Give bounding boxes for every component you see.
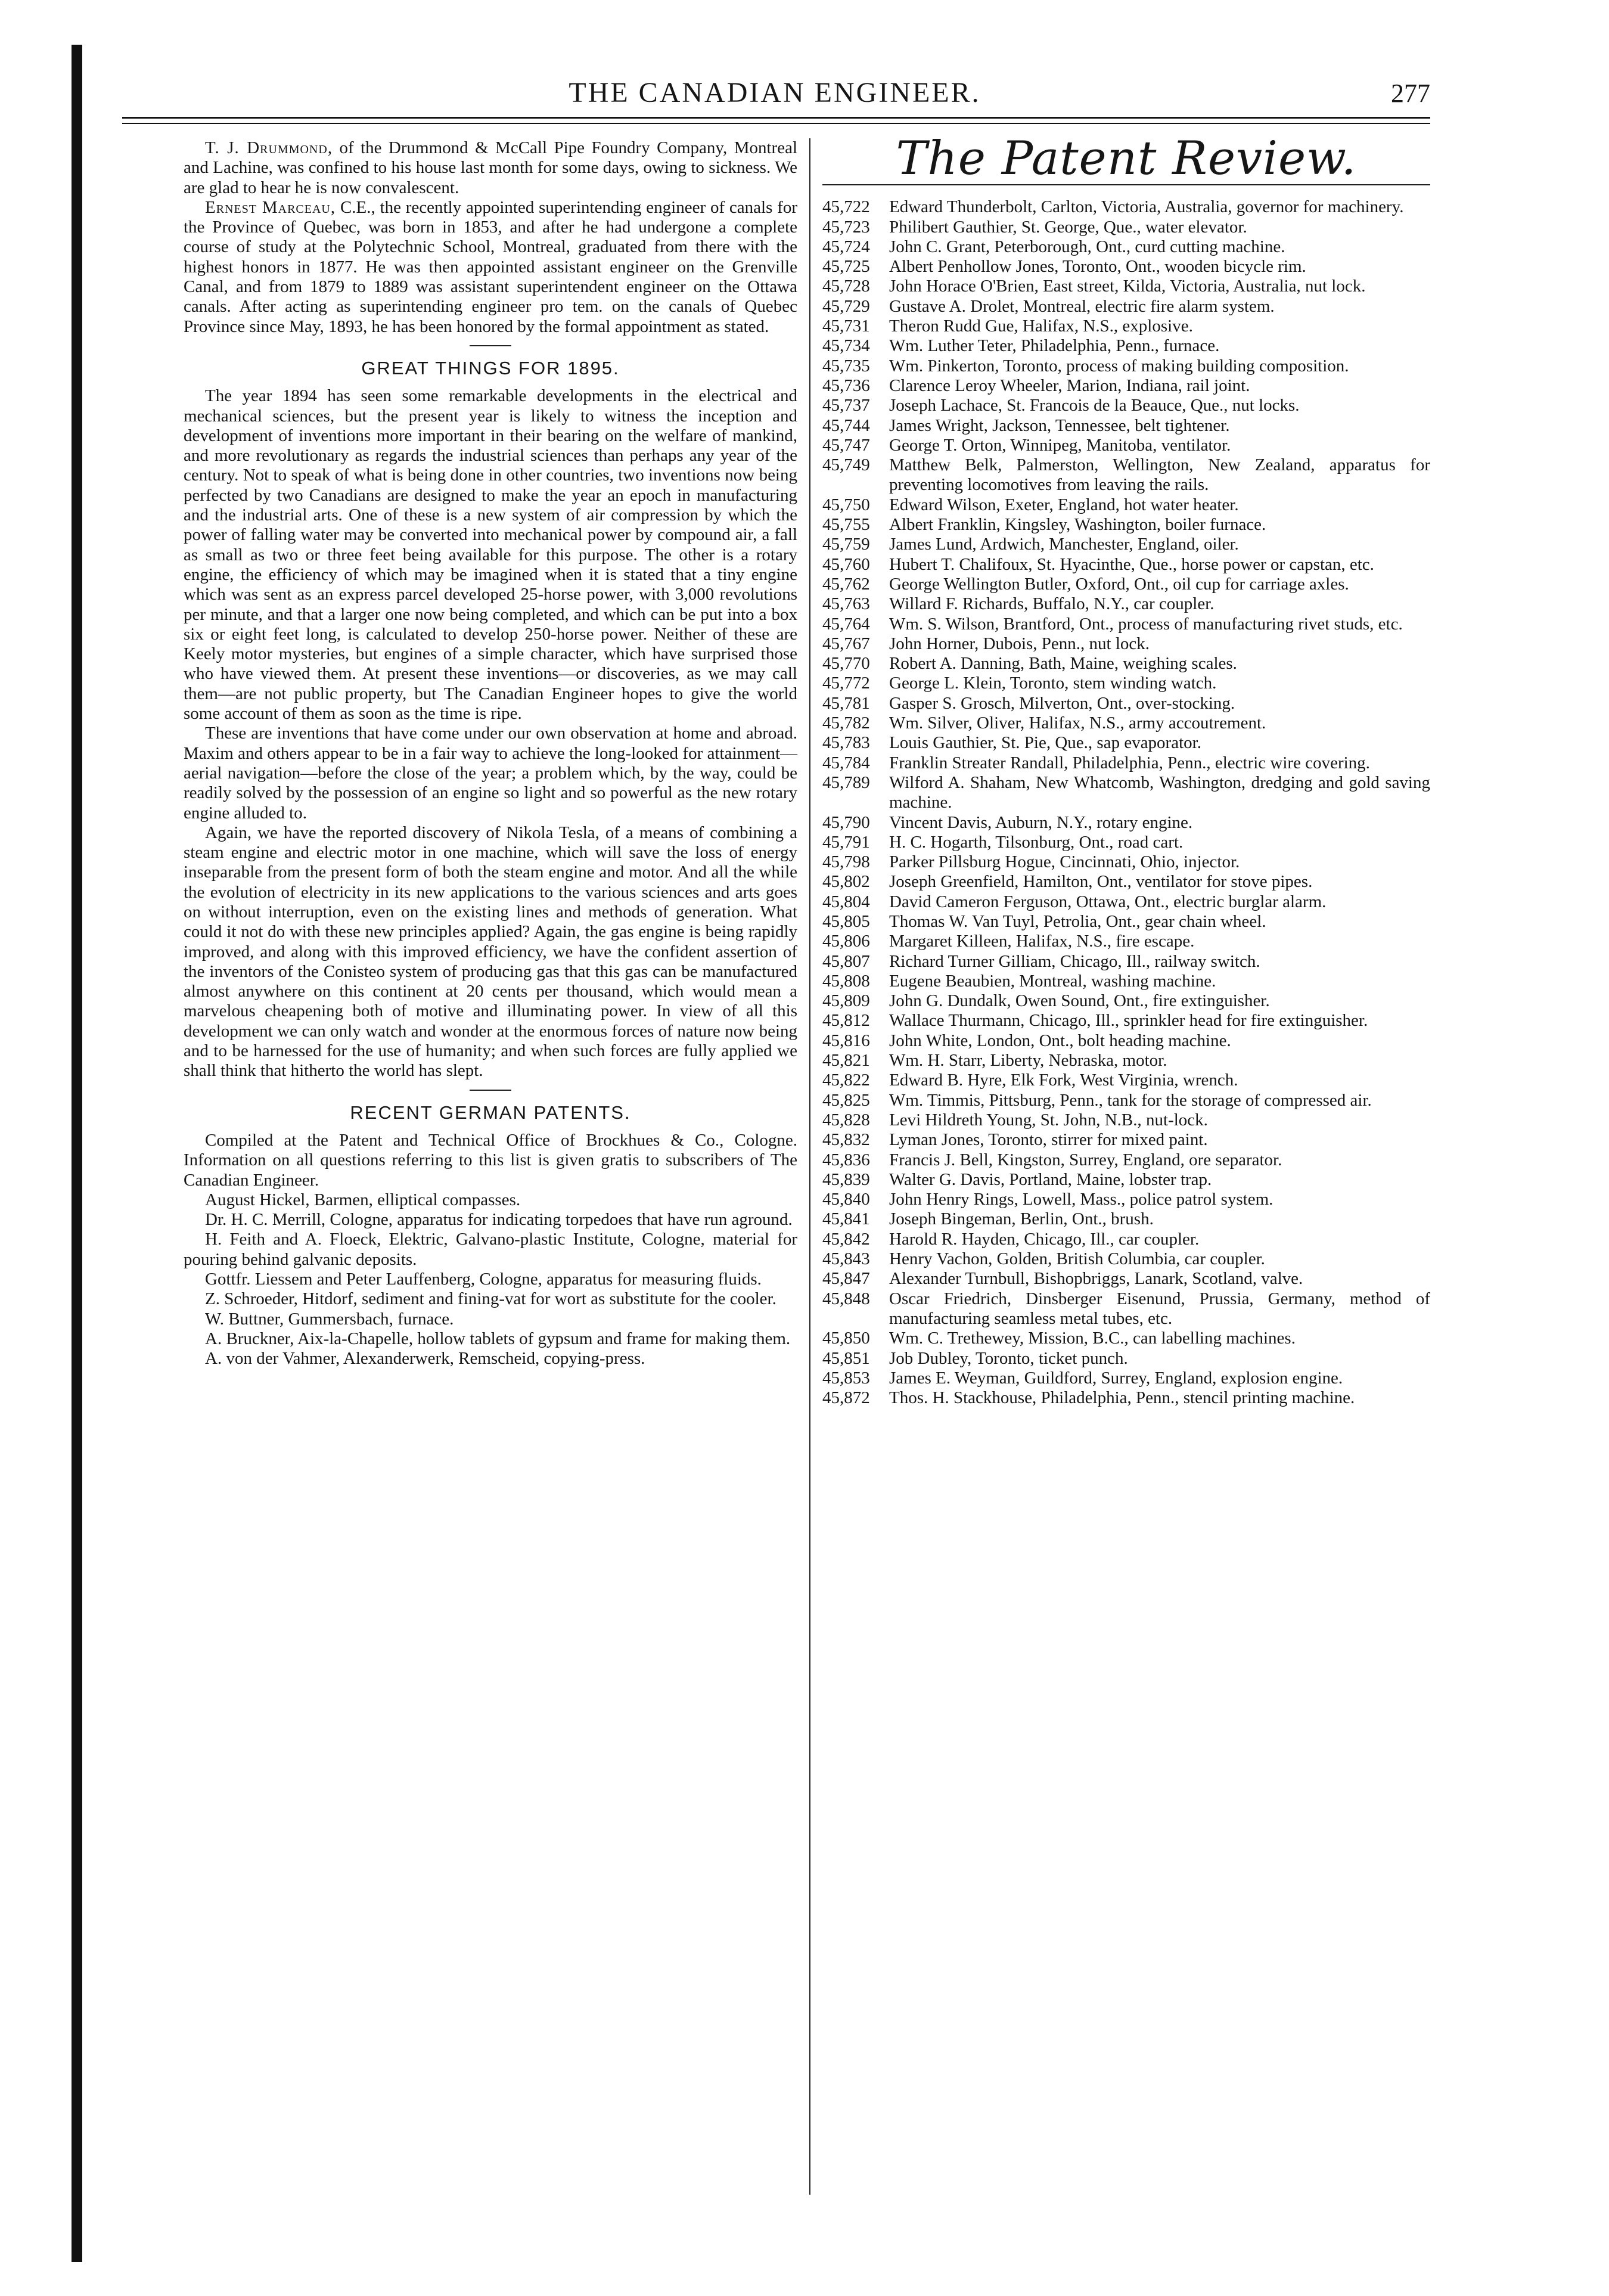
section-divider — [470, 345, 511, 346]
patent-entry — [822, 833, 1430, 852]
patent-entry — [822, 674, 1430, 693]
patent-entry — [822, 813, 1430, 833]
patent-description: Theron Rudd Gue, Halifax, N.S., explosive. — [889, 317, 1193, 336]
patent-number: 45,744 — [822, 415, 870, 435]
patent-entry — [822, 892, 1430, 912]
great-things-paragraph: Again, we have the reported discovery of Nikola Tesla, of a means of combining a steam engine and electric motor in one machine, which will save the loss of energy inseparable from the present form of both the steam engine and motor. And all the while the evolution of electricity in its new applications to the various sciences and arts goes on without interruption, even on the existing lines and methods of generation. What could it not do with these new principles applied? Again, the gas engine is being rapidly improved, and along with this improved efficiency, we have the confident assertion of the inventors of the Conisteo system of producing gas that this gas can be manufactured almost anywhere on this continent at 20 cents per thousand, which would mean a marvelous cheapening both of motive and illuminating power. In view of all this development we can only watch and wonder at the enormous forces of nature now being and to be harnessed for the use of humanity; and when such forces are fully applied we shall think that hitherto the world has slept. — [184, 823, 797, 1081]
patent-description: Edward Thunderbolt, Carlton, Victoria, Australia, governor for machinery. — [889, 197, 1404, 217]
patent-number: 45,807 — [822, 951, 870, 971]
patent-entry — [822, 932, 1430, 951]
patent-entry — [822, 1130, 1430, 1150]
patent-description: Wm. Silver, Oliver, Halifax, N.S., army accoutrement. — [889, 713, 1266, 733]
header-rule-secondary — [122, 123, 1430, 124]
patent-description: Albert Franklin, Kingsley, Washington, boiler furnace. — [889, 515, 1266, 535]
german-patent-item: A. Bruckner, Aix-la-Chapelle, hollow tablets of gypsum and frame for making them. — [205, 1329, 791, 1348]
patent-description: John Horner, Dubois, Penn., nut lock. — [889, 634, 1150, 653]
patent-description: George L. Klein, Toronto, stem winding watch. — [889, 674, 1217, 693]
patent-number: 45,832 — [822, 1130, 870, 1150]
patent-number: 45,737 — [822, 396, 870, 415]
patent-number: 45,791 — [822, 832, 870, 852]
patent-number: 45,728 — [822, 277, 870, 296]
patent-description: Clarence Leroy Wheeler, Marion, Indiana, rail joint. — [889, 376, 1250, 395]
patent-number: 45,722 — [822, 197, 870, 217]
patent-description: Margaret Killeen, Halifax, N.S., fire escape. — [889, 932, 1195, 951]
patent-description: Louis Gauthier, St. Pie, Que., sap evaporator. — [889, 733, 1201, 753]
patent-entry — [822, 396, 1430, 415]
german-patent-item: H. Feith and A. Floeck, Elektric, Galvano-plastic Institute, Cologne, material for pouring behind galvanic deposits. — [184, 1230, 797, 1269]
patent-description: John C. Grant, Peterborough, Ont., curd cutting machine. — [889, 237, 1285, 256]
patent-entry — [822, 555, 1430, 575]
patent-entry — [822, 952, 1430, 972]
patent-entry — [822, 1071, 1430, 1090]
patent-description: Wm. S. Wilson, Brantford, Ont., process of manufacturing rivet studs, etc. — [889, 614, 1403, 634]
german-patent-item: August Hickel, Barmen, elliptical compasses. — [205, 1190, 521, 1209]
patent-entry — [822, 317, 1430, 336]
patent-number: 45,764 — [822, 614, 870, 634]
great-things-paragraph: The year 1894 has seen some remarkable developments in the electrical and mechanical sciences, but the present year is likely to witness the inception and development of inventions more important in their bearing on the welfare of mankind, and more revolutionary as regards the industrial sciences than perhaps any year of the century. Not to speak of what is being done in other countries, two inventions now being perfected by two Canadians are designed to make the year an epoch in manufacturing and the industrial arts. One of these is a new system of air compression by which the power of falling water may be converted into mechanical power by compound air, a fall as small as two or three feet being available for this purpose. The other is a rotary engine, the efficiency of which may be imagined when it is stated that a tiny engine which was sent as an express parcel developed 25-horse power, with 3,000 revolutions per minute, and that a larger one now being completed, and which can be put into a box six or eight feet long, is calculated to develop 250-horse power. Neither of these are Keely motor mysteries, but engines of a simple character, which have surprised those who have viewed them. At present these inventions—or discoveries, as we may call them—are not public property, but The Canadian Engineer hopes to give the world some account of them as soon as the time is ripe. — [184, 386, 797, 724]
patent-description: Matthew Belk, Palmerston, Wellington, New Zealand, apparatus for preventing locomotives from leaving the rails. — [889, 455, 1430, 495]
patent-number: 45,872 — [822, 1388, 870, 1408]
patent-description: Henry Vachon, Golden, British Columbia, car coupler. — [889, 1249, 1265, 1269]
patent-description: Robert A. Danning, Bath, Maine, weighing scales. — [889, 654, 1237, 674]
patent-description: Willard F. Richards, Buffalo, N.Y., car coupler. — [889, 594, 1214, 614]
patent-number: 45,825 — [822, 1090, 870, 1110]
patent-description: Hubert T. Chalifoux, St. Hyacinthe, Que., horse power or capstan, etc. — [889, 554, 1374, 574]
patent-description: George T. Orton, Winnipeg, Manitoba, ventilator. — [889, 435, 1231, 455]
patent-number: 45,836 — [822, 1150, 870, 1169]
german-patent-item: W. Buttner, Gummersbach, furnace. — [205, 1309, 454, 1329]
patent-entry — [822, 257, 1430, 277]
patent-entry — [822, 773, 1430, 813]
patent-entry — [822, 615, 1430, 634]
patent-entry — [822, 1150, 1430, 1170]
patent-number: 45,749 — [822, 455, 870, 475]
german-patent-item: Dr. H. C. Merrill, Cologne, apparatus for indicating torpedoes that have run aground. — [205, 1210, 793, 1230]
patent-number: 45,734 — [822, 336, 870, 356]
patent-number: 45,851 — [822, 1348, 870, 1368]
patent-entry — [822, 972, 1430, 991]
patent-entry — [822, 1249, 1430, 1269]
patent-entry — [822, 1230, 1430, 1249]
patent-description: James Lund, Ardwich, Manchester, England, oiler. — [889, 535, 1239, 554]
patent-entry — [822, 1349, 1430, 1369]
drummond-paragraph: T. J. Drummond, of the Drummond & McCall Pipe Foundry Company, Montreal and Lachine, was confined to his house last month for some days, owing to sickness. We are glad to hear he is now convalescent. — [184, 138, 797, 197]
paragraph-lead: T. J. Drummond, — [205, 138, 333, 157]
patent-number: 45,725 — [822, 257, 870, 277]
patent-description: James Wright, Jackson, Tennessee, belt tightener. — [889, 415, 1230, 435]
binding-edge — [72, 45, 82, 2262]
left-column — [184, 138, 797, 1369]
patent-description: H. C. Hogarth, Tilsonburg, Ont., road cart. — [889, 832, 1184, 852]
patent-number: 45,783 — [822, 733, 870, 753]
patent-number: 45,763 — [822, 594, 870, 614]
patent-number: 45,847 — [822, 1269, 870, 1289]
patent-number: 45,750 — [822, 495, 870, 514]
patent-entry — [822, 1369, 1430, 1388]
patent-entry — [822, 436, 1430, 455]
german-patents-heading: RECENT GERMAN PATENTS. — [350, 1102, 631, 1123]
patent-entry — [822, 197, 1430, 217]
patent-number: 45,767 — [822, 634, 870, 653]
patent-number: 45,805 — [822, 911, 870, 931]
marceau-paragraph: Ernest Marceau, C.E., the recently appointed superintending engineer of canals for the Province of Quebec, was born in 1853, and after he had undergone a complete course of study at the Polytechnic School, Montreal, graduated from there with the highest honors in 1877. He was then appointed assistant engineer on the Grenville Canal, and from 1879 to 1889 was assistant superintendent engineer on the Ottawa canals. After acting as superintending engineer pro tem. on the canals of Quebec Province since May, 1893, he has been honored by the formal appointment as stated. — [184, 197, 797, 336]
patent-entry — [822, 872, 1430, 892]
patent-entry — [822, 1170, 1430, 1190]
patent-number: 45,760 — [822, 554, 870, 574]
running-header — [119, 76, 1430, 109]
patent-number: 45,806 — [822, 932, 870, 951]
patent-entry — [822, 277, 1430, 296]
patent-entry — [822, 634, 1430, 654]
patent-number: 45,822 — [822, 1071, 870, 1090]
patent-number: 45,747 — [822, 435, 870, 455]
patent-description: Levi Hildreth Young, St. John, N.B., nut-lock. — [889, 1110, 1208, 1130]
patent-entry — [822, 1091, 1430, 1110]
patent-entry — [822, 535, 1430, 554]
patent-entry — [822, 1209, 1430, 1229]
patent-number: 45,840 — [822, 1190, 870, 1209]
patent-description: Wm. Pinkerton, Toronto, process of making building composition. — [889, 356, 1349, 376]
patent-entry — [822, 1051, 1430, 1071]
patent-description: Joseph Bingeman, Berlin, Ont., brush. — [889, 1209, 1154, 1229]
patent-entry — [822, 654, 1430, 674]
patent-description: Wm. H. Starr, Liberty, Nebraska, motor. — [889, 1051, 1167, 1071]
patent-entry — [822, 515, 1430, 535]
patent-number: 45,802 — [822, 872, 870, 892]
patent-description: Parker Pillsburg Hogue, Cincinnati, Ohio, injector. — [889, 852, 1240, 872]
patent-number: 45,804 — [822, 892, 870, 911]
patent-description: Gustave A. Drolet, Montreal, electric fire alarm system. — [889, 296, 1275, 316]
patent-number: 45,809 — [822, 991, 870, 1011]
patent-description: Richard Turner Gilliam, Chicago, Ill., railway switch. — [889, 951, 1260, 971]
great-things-heading: GREAT THINGS FOR 1895. — [361, 357, 620, 378]
patent-entry — [822, 1031, 1430, 1051]
patent-description: Franklin Streater Randall, Philadelphia, Penn., electric wire covering. — [889, 753, 1370, 772]
patent-number: 45,842 — [822, 1229, 870, 1249]
patent-entry — [822, 297, 1430, 317]
patent-description: David Cameron Ferguson, Ottawa, Ont., electric burglar alarm. — [889, 892, 1327, 911]
patent-number: 45,723 — [822, 217, 870, 237]
patent-description: Oscar Friedrich, Dinsberger Eisenund, Prussia, Germany, method of manufacturing seamless metal tubes, etc. — [889, 1289, 1430, 1328]
paragraph-lead: Ernest Marceau, — [205, 197, 336, 217]
patent-description: Philibert Gauthier, St. George, Que., water elevator. — [889, 217, 1247, 237]
section-divider — [470, 1090, 511, 1091]
patent-number: 45,731 — [822, 317, 870, 336]
patent-number: 45,772 — [822, 674, 870, 693]
patent-description: Francis J. Bell, Kingston, Surrey, England, ore separator. — [889, 1150, 1282, 1169]
patent-entry — [822, 753, 1430, 773]
patent-entry — [822, 1388, 1430, 1408]
german-patent-item: Z. Schroeder, Hitdorf, sediment and fining-vat for wort as substitute for the cooler. — [205, 1289, 776, 1309]
patent-description: Walter G. Davis, Portland, Maine, lobster trap. — [889, 1169, 1212, 1189]
patent-entry — [822, 1011, 1430, 1031]
patent-description: Gasper S. Grosch, Milverton, Ont., over-stocking. — [889, 693, 1235, 713]
patent-description: Lyman Jones, Toronto, stirrer for mixed paint. — [889, 1130, 1208, 1150]
patent-entry — [822, 713, 1430, 733]
patent-entry — [822, 694, 1430, 713]
patent-list — [822, 197, 1430, 1408]
patent-number: 45,812 — [822, 1011, 870, 1031]
patent-entry — [822, 237, 1430, 257]
patent-entry — [822, 356, 1430, 376]
patent-number: 45,729 — [822, 296, 870, 316]
patent-number: 45,798 — [822, 852, 870, 872]
patent-number: 45,839 — [822, 1169, 870, 1189]
patent-description: Joseph Greenfield, Hamilton, Ont., ventilator for stove pipes. — [889, 872, 1313, 892]
patent-description: Thomas W. Van Tuyl, Petrolia, Ont., gear chain wheel. — [889, 911, 1266, 931]
patent-description: Edward Wilson, Exeter, England, hot water heater. — [889, 495, 1239, 514]
patent-entry — [822, 733, 1430, 753]
patent-number: 45,841 — [822, 1209, 870, 1229]
patent-entry — [822, 218, 1430, 237]
patent-description: Albert Penhollow Jones, Toronto, Ont., wooden bicycle rim. — [889, 257, 1306, 277]
patent-entry — [822, 594, 1430, 614]
right-column — [822, 132, 1430, 1408]
patent-number: 45,784 — [822, 753, 870, 772]
patent-description: John G. Dundalk, Owen Sound, Ont., fire extinguisher. — [889, 991, 1270, 1011]
great-things-paragraph: These are inventions that have come under our own observation at home and abroad. Maxim and others appear to be in a fair way to achieve the long-looked for attainment—aerial navigation—before the close of the year; a problem which, by the way, could be readily solved by the possession of an engine so light and so powerful as the new rotary engine alluded to. — [184, 724, 797, 823]
patent-number: 45,790 — [822, 812, 870, 832]
patent-number: 45,770 — [822, 654, 870, 674]
patent-number: 45,848 — [822, 1289, 870, 1308]
patent-description: Wilford A. Shaham, New Whatcomb, Washington, dredging and gold saving machine. — [889, 772, 1430, 812]
patent-description: George Wellington Butler, Oxford, Ont., oil cup for carriage axles. — [889, 574, 1349, 594]
patent-number: 45,853 — [822, 1368, 870, 1388]
german-patent-item: Gottfr. Liessem and Peter Lauffenberg, Cologne, apparatus for measuring fluids. — [205, 1270, 762, 1289]
patent-entry — [822, 1289, 1430, 1329]
patent-description: John Henry Rings, Lowell, Mass., police patrol system. — [889, 1190, 1273, 1209]
patent-description: Thos. H. Stackhouse, Philadelphia, Penn., stencil printing machine. — [889, 1388, 1355, 1408]
patent-number: 45,755 — [822, 515, 870, 535]
patent-entry — [822, 852, 1430, 872]
patent-number: 45,781 — [822, 693, 870, 713]
patent-description: Wm. C. Trethewey, Mission, B.C., can labelling machines. — [889, 1329, 1296, 1348]
patent-number: 45,843 — [822, 1249, 870, 1269]
patent-number: 45,816 — [822, 1031, 870, 1050]
patent-entry — [822, 455, 1430, 495]
patent-entry — [822, 376, 1430, 396]
patent-entry — [822, 912, 1430, 932]
german-patents-intro: Compiled at the Patent and Technical Office of Brockhues & Co., Cologne. Information on all questions referring to this list is given gratis to subscribers of The Canadian Engineer. — [184, 1130, 797, 1190]
patent-entry — [822, 416, 1430, 436]
patent-entry — [822, 1269, 1430, 1289]
patent-number: 45,789 — [822, 772, 870, 792]
patent-number: 45,808 — [822, 971, 870, 991]
patent-entry — [822, 1329, 1430, 1348]
patent-entry — [822, 495, 1430, 515]
column-divider — [809, 138, 810, 2195]
patent-review-title: The Patent Review. — [896, 132, 1357, 185]
patent-entry — [822, 991, 1430, 1011]
patent-number: 45,736 — [822, 376, 870, 395]
patent-number: 45,782 — [822, 713, 870, 733]
patent-description: Wm. Luther Teter, Philadelphia, Penn., furnace. — [889, 336, 1220, 356]
patent-description: James E. Weyman, Guildford, Surrey, England, explosion engine. — [889, 1368, 1343, 1388]
patent-description: Alexander Turnbull, Bishopbriggs, Lanark, Scotland, valve. — [889, 1269, 1303, 1289]
patent-number: 45,828 — [822, 1110, 870, 1130]
patent-number: 45,850 — [822, 1329, 870, 1348]
patent-number: 45,759 — [822, 535, 870, 554]
patent-number: 45,821 — [822, 1051, 870, 1071]
patent-description: Wm. Timmis, Pittsburg, Penn., tank for the storage of compressed air. — [889, 1090, 1372, 1110]
header-rule — [122, 117, 1430, 119]
patent-description: John White, London, Ont., bolt heading machine. — [889, 1031, 1231, 1050]
patent-description: John Horace O'Brien, East street, Kilda, Victoria, Australia, nut lock. — [889, 277, 1366, 296]
patent-entry — [822, 575, 1430, 594]
patent-description: Joseph Lachace, St. Francois de la Beauce, Que., nut locks. — [889, 396, 1300, 415]
patent-description: Harold R. Hayden, Chicago, Ill., car coupler. — [889, 1229, 1200, 1249]
patent-number: 45,724 — [822, 237, 870, 256]
patent-description: Vincent Davis, Auburn, N.Y., rotary engine. — [889, 812, 1193, 832]
patent-number: 45,762 — [822, 574, 870, 594]
patent-description: Job Dubley, Toronto, ticket punch. — [889, 1348, 1128, 1368]
patent-description: Wallace Thurmann, Chicago, Ill., sprinkler head for fire extinguisher. — [889, 1011, 1368, 1031]
patent-description: Eugene Beaubien, Montreal, washing machine. — [889, 971, 1216, 991]
journal-title: THE CANADIAN ENGINEER. — [569, 77, 981, 108]
patent-entry — [822, 336, 1430, 356]
patent-entry — [822, 1110, 1430, 1130]
patent-description: Edward B. Hyre, Elk Fork, West Virginia, wrench. — [889, 1071, 1238, 1090]
patent-entry — [822, 1190, 1430, 1209]
patent-number: 45,735 — [822, 356, 870, 376]
page-number: 277 — [1391, 79, 1430, 108]
german-patent-item: A. von der Vahmer, Alexanderwerk, Remscheid, copying-press. — [205, 1349, 645, 1369]
